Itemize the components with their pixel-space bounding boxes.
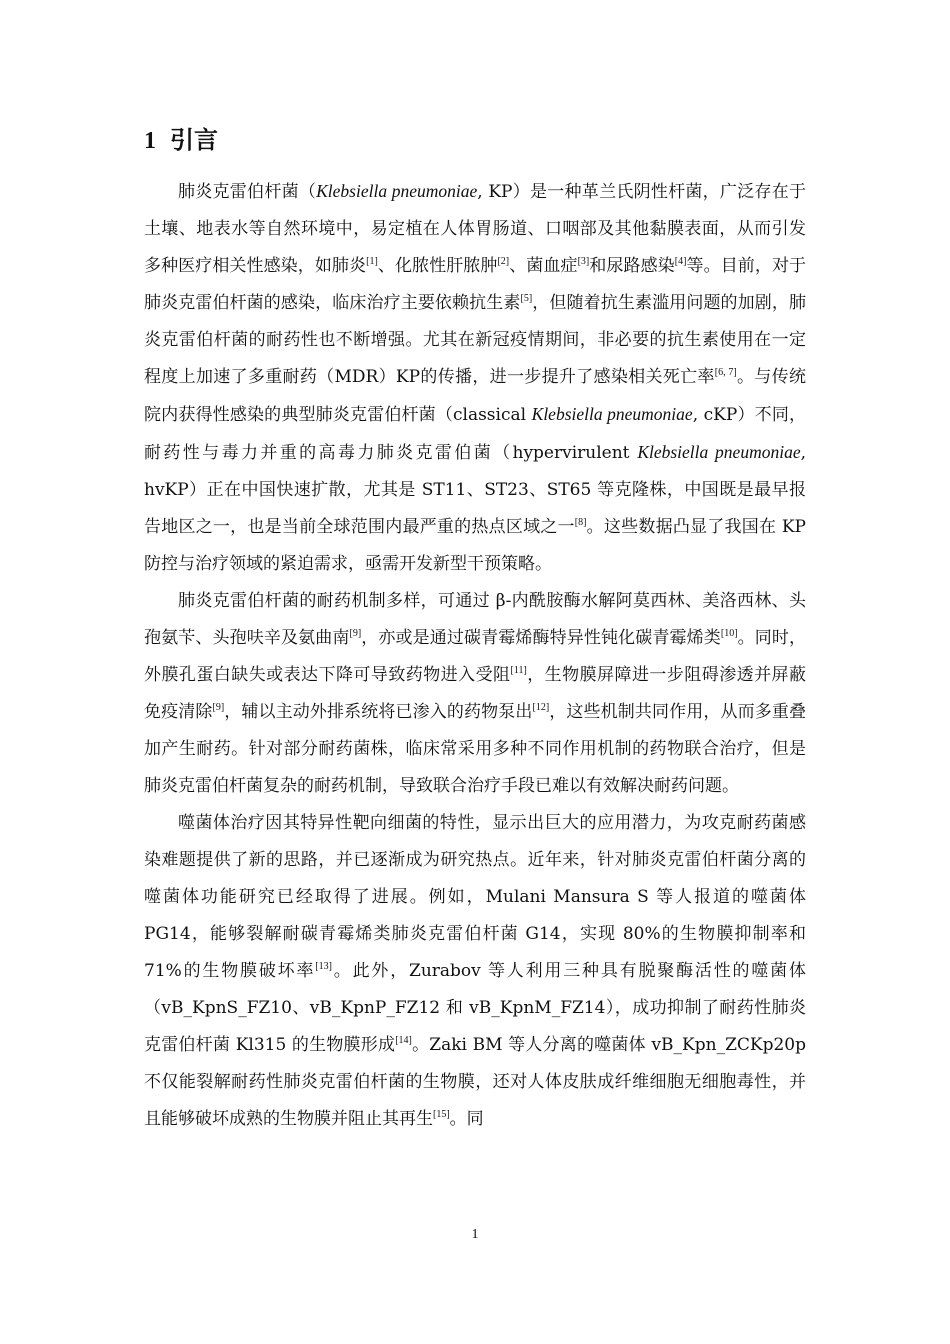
section-number: 1	[144, 128, 156, 154]
paragraph	[144, 805, 806, 1138]
text-run: 等。目前，对于肺炎克雷伯杆菌的感染，临床治疗主要依赖抗生素	[144, 256, 807, 313]
text-run: ，辅以主动外排系统将已渗入的药物泵出	[224, 702, 533, 722]
species-name: Klebsiella pneumoniae	[531, 404, 693, 424]
text-run: 。这些数据凸显了我国在 KP 防控与治疗领域的紧迫需求，亟需开发新型干预策略。	[144, 517, 806, 574]
text-run: 、菌血症	[509, 256, 578, 276]
citation-ref: [13]	[315, 961, 332, 972]
body-text	[144, 173, 806, 1138]
section-heading	[144, 124, 218, 158]
citation-ref: [3]	[577, 256, 590, 267]
paragraph	[144, 583, 806, 805]
text-run: , KP）是一种革兰氏阴性杆菌，广泛存在于土壤、地表水等自然环境中，易定植在人体胃肠道、口咽部及其他黏膜表面，从而引发多种医疗相关性感染，如肺炎	[144, 182, 806, 276]
text-run: 。此外，Zurabov 等人利用三种具有脱聚酶活性的噬菌体（vB_KpnS_FZ10、vB_KpnP_FZ12 和 vB_KpnM_FZ14），成功抑制了耐药性肺炎克雷伯杆菌 Kl315 的生物膜形成	[144, 961, 806, 1055]
citation-ref: [9]	[349, 628, 362, 639]
citation-ref: [15]	[433, 1109, 450, 1120]
species-name: Klebsiella pneumoniae	[316, 181, 478, 201]
citation-ref: [10]	[720, 628, 738, 639]
species-name: Klebsiella pneumoniae	[637, 442, 801, 462]
text-run: 肺炎克雷伯杆菌（	[178, 182, 317, 202]
text-run: ，生物膜屏障进一步阻碍渗透并屏蔽免疫清除	[144, 665, 807, 722]
section-title: 引言	[170, 128, 218, 154]
text-run: ，但随着抗生素滥用问题的加剧，肺炎克雷伯杆菌的耐药性也不断增强。尤其在新冠疫情期间，非必要的抗生素使用在一定程度上加速了多重耐药（MDR）KP的传播，进一步提升了感染相关死亡率	[144, 293, 807, 387]
text-run: 。与传统院内获得性感染的典型肺炎克雷伯杆菌（classical	[144, 367, 806, 425]
text-run: 肺炎克雷伯杆菌的耐药机制多样，可通过 β-内酰胺酶水解阿莫西林、美洛西林、头孢氨苄、头孢呋辛及氨曲南	[144, 591, 806, 648]
text-run: 、化脓性肝脓肿	[377, 256, 498, 276]
text-run: 。Zaki BM 等人分离的噬菌体 vB_Kpn_ZCKp20p 不仅能裂解耐药性肺炎克雷伯杆菌的生物膜，还对人体皮肤成纤维细胞无细胞毒性，并且能够破坏成熟的生物膜并阻止其再生	[144, 1035, 806, 1129]
citation-ref: [14]	[395, 1035, 412, 1046]
citation-ref: [6, 7]	[714, 367, 737, 378]
citation-ref: [1]	[366, 256, 378, 267]
text-run: 。同时，外膜孔蛋白缺失或表达下降可导致药物进入受阻	[144, 628, 807, 685]
citation-ref: [9]	[212, 702, 225, 713]
text-run: 。同	[449, 1109, 484, 1129]
paragraph	[144, 173, 806, 583]
citation-ref: [2]	[497, 256, 510, 267]
text-run: 和尿路感染	[589, 256, 675, 276]
citation-ref: [5]	[520, 293, 533, 304]
text-run: , hvKP）正在中国快速扩散，尤其是 ST11、ST23、ST65 等克隆株，中国既是最早报告地区之一，也是当前全球范围内最严重的热点区域之一	[144, 443, 806, 537]
text-run: 噬菌体治疗因其特异性靶向细菌的特性，显示出巨大的应用潜力，为攻克耐药菌感染难题提供了新的思路，并已逐渐成为研究热点。近年来，针对肺炎克雷伯杆菌分离的噬菌体功能研究已经取得了进展。例如，Mulani Mansura S 等人报道的噬菌体 PG14，能够裂解耐碳青霉烯类肺炎克雷伯杆菌 G14，实现 80%的生物膜抑制率和 71%的生物膜破坏率	[144, 813, 806, 981]
text-run: ，这些机制共同作用，从而多重叠加产生耐药。针对部分耐药菌株，临床常采用多种不同作用机制的药物联合治疗，但是肺炎克雷伯杆菌复杂的耐药机制，导致联合治疗手段已难以有效解决耐药问题。	[144, 702, 807, 796]
citation-ref: [4]	[674, 256, 687, 267]
citation-ref: [12]	[532, 702, 550, 713]
citation-ref: [8]	[574, 517, 587, 528]
text-run: , cKP）不同，耐药性与毒力并重的高毒力肺炎克雷伯菌（hypervirulent	[144, 405, 806, 463]
text-run: ，亦或是通过碳青霉烯酶特异性钝化碳青霉烯类	[361, 628, 721, 648]
citation-ref: [11]	[510, 665, 527, 676]
page-number: 1	[471, 1227, 479, 1242]
